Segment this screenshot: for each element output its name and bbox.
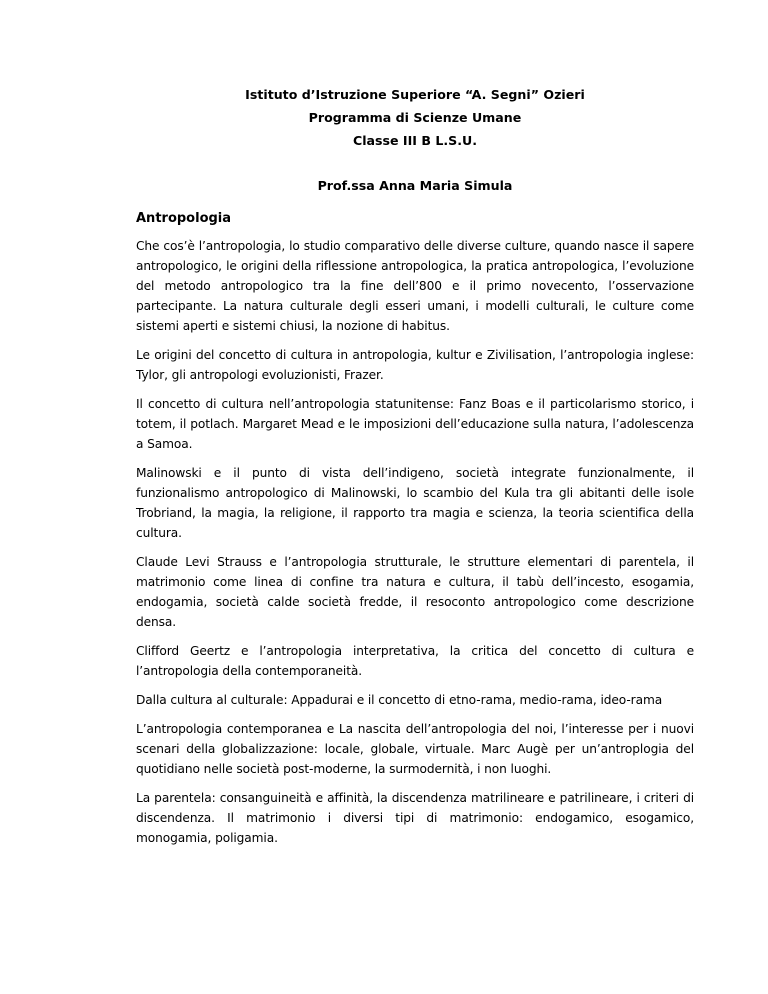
section-title: Antropologia [136, 211, 232, 226]
paragraph-geertz: Clifford Geertz e l’antropologia interpretativa, la critica del concetto di cultura e l’antropologia della contemporaneità. [136, 644, 694, 678]
teacher-name: Prof.ssa Anna Maria Simula [317, 178, 513, 193]
paragraph-appadurai: Dalla cultura al culturale: Appadurai e il concetto di etno-rama, medio-rama, ideo-rama [136, 693, 663, 707]
paragraph-kinship: La parentela: consanguineità e affinità, la discendenza matrilineare e patrilineare, i criteri di discendenza. Il matrimonio i diversi tipi di matrimonio: endogamico, esogamico, monogamia, poligamia. [136, 791, 694, 845]
paragraph-intro: Che cos’è l’antropologia, lo studio comparativo delle diverse culture, quando nasce il sapere antropologico, le origini della riflessione antropologica, la pratica antropologica, l’evoluzione del metodo antropologico tra la fine dell’800 e il primo novecento, l’osservazione partecipante. La natura culturale degli esseri umani, i modelli culturali, le culture come sistemi aperti e sistemi chiusi, la nozione di habitus. [136, 239, 694, 333]
paragraph-levi-strauss: Claude Levi Strauss e l’antropologia strutturale, le strutture elementari di parentela, il matrimonio come linea di confine tra natura e cultura, il tabù dell’incesto, esogamia, endogamia, società calde società fredde, il resoconto antropologico come descrizione densa. [136, 555, 694, 629]
document-page [136, 88, 694, 857]
program-title: Programma di Scienze Umane [308, 110, 522, 125]
paragraph-contemporary: L’antropologia contemporanea e La nascita dell’antropologia del noi, l’interesse per i nuovi scenari della globalizzazione: locale, globale, virtuale. Marc Augè per un’antroplogia del quotidiano nelle società post-moderne, la surmodernità, i non luoghi. [136, 722, 694, 776]
paragraph-malinowski: Malinowski e il punto di vista dell’indigeno, società integrate funzionalmente, il funzionalismo antropologico di Malinowski, lo scambio del Kula tra gli abitanti delle isole Trobriand, la magia, la religione, il rapporto tra magia e scienza, la teoria scientifica della cultura. [136, 466, 694, 540]
paragraph-us-anthropology: Il concetto di cultura nell’antropologia statunitense: Fanz Boas e il particolarismo storico, i totem, il potlach. Margaret Mead e le imposizioni dell’educazione sulla natura, l’adolescenza a Samoa. [136, 397, 694, 451]
paragraph-origins: Le origini del concetto di cultura in antropologia, kultur e Zivilisation, l’antropologia inglese: Tylor, gli antropologi evoluzionisti, Frazer. [136, 348, 694, 382]
institute-name: Istituto d’Istruzione Superiore “A. Segni” Ozieri [245, 87, 585, 102]
class-name: Classe III B L.S.U. [352, 133, 478, 148]
